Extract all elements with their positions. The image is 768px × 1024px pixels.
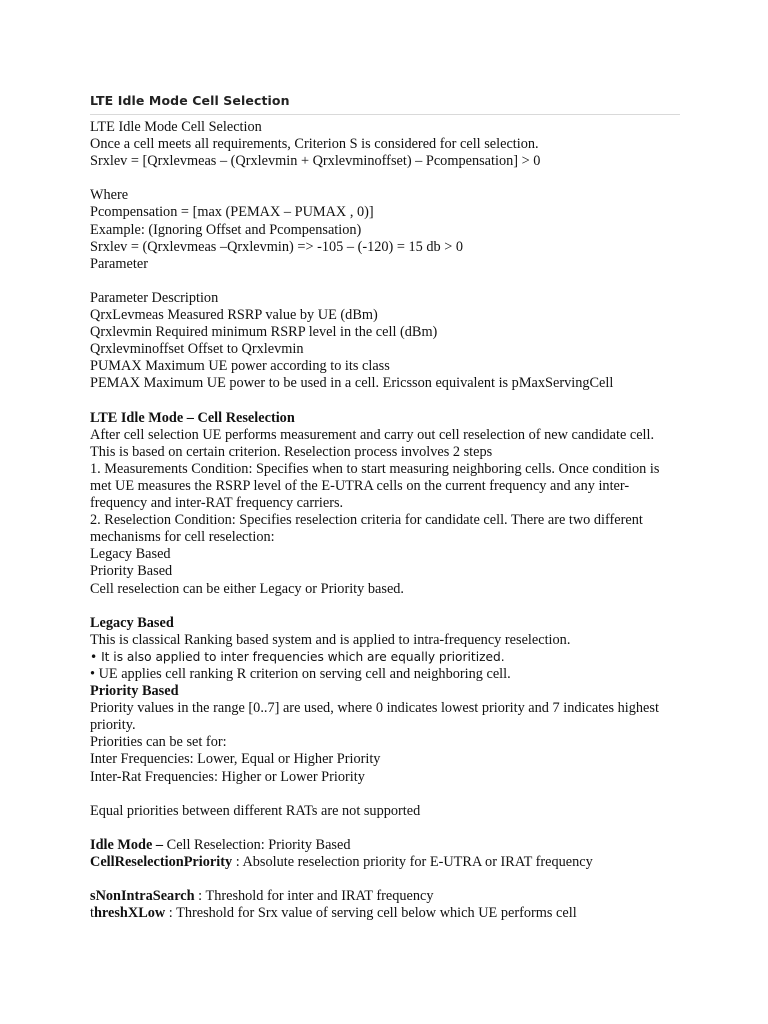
- text-line: Equal priorities between different RATs are not supported: [90, 802, 421, 819]
- title-divider: [90, 114, 680, 115]
- parameter-line: PEMAX Maximum UE power to be used in a cell. Ericsson equivalent is pMaxServingCell: [90, 375, 614, 392]
- text-line: frequency and inter-RAT frequency carriers.: [90, 495, 344, 512]
- section-heading: Idle Mode – Cell Reselection: Priority Based: [90, 836, 351, 853]
- text-line: This is based on certain criterion. Reselection process involves 2 steps: [90, 443, 493, 460]
- text-line: Cell reselection can be either Legacy or Priority based.: [90, 580, 405, 597]
- text-line: Parameter: [90, 255, 148, 272]
- formula-line: Srxlev = (Qrxlevmeas –Qrxlevmin) => -105 – (-120) = 15 db > 0: [90, 238, 464, 255]
- parameter-line: PUMAX Maximum UE power according to its class: [90, 358, 390, 375]
- section-heading: Legacy Based: [90, 614, 174, 631]
- page-title: LTE Idle Mode Cell Selection: [90, 93, 290, 108]
- text-line: Where: [90, 187, 129, 204]
- text-line: LTE Idle Mode Cell Selection: [90, 119, 262, 135]
- text-line: Example: (Ignoring Offset and Pcompensation): [90, 221, 362, 238]
- definition-line: CellReselectionPriority : Absolute reselection priority for E-UTRA or IRAT frequency: [90, 854, 593, 871]
- section-heading: LTE Idle Mode – Cell Reselection: [90, 409, 295, 426]
- spacer: [90, 393, 680, 410]
- text-line: Legacy Based: [90, 546, 171, 563]
- text-line: priority.: [90, 717, 136, 734]
- spacer: [90, 170, 680, 187]
- text-line: 2. Reselection Condition: Specifies reselection criteria for candidate cell. There are two different: [90, 512, 643, 529]
- parameter-line: Qrxlevmin Required minimum RSRP level in the cell (dBm): [90, 324, 438, 341]
- text-line: met UE measures the RSRP level of the E-UTRA cells on the current frequency and any inter-: [90, 477, 630, 494]
- spacer: [90, 273, 680, 290]
- text-line: Once a cell meets all requirements, Criterion S is considered for cell selection.: [90, 136, 539, 153]
- bullet-item: • UE applies cell ranking R criterion on serving cell and neighboring cell.: [90, 666, 511, 682]
- parameter-line: QrxLevmeas Measured RSRP value by UE (dBm): [90, 307, 378, 324]
- spacer: [90, 820, 680, 837]
- definition-line: sNonIntraSearch : Threshold for inter and IRAT frequency: [90, 888, 434, 905]
- text-line: 1. Measurements Condition: Specifies when to start measuring neighboring cells. Once condition is: [90, 460, 660, 477]
- text-line: Priorities can be set for:: [90, 734, 227, 751]
- spacer: [90, 786, 680, 803]
- spacer: [90, 598, 680, 615]
- section-heading: Priority Based: [90, 683, 179, 700]
- bullet-item: • It is also applied to inter frequencies which are equally prioritized.: [90, 649, 505, 664]
- spacer: [90, 871, 680, 888]
- parameter-line: Qrxlevminoffset Offset to Qrxlevmin: [90, 341, 304, 358]
- text-line: After cell selection UE performs measurement and carry out cell reselection of new candidate cell.: [90, 426, 655, 443]
- formula-line: Srxlev = [Qrxlevmeas – (Qrxlevmin + Qrxlevminoffset) – Pcompensation] > 0: [90, 153, 541, 170]
- formula-line: Pcompensation = [max (PEMAX – PUMAX , 0)]: [90, 204, 374, 221]
- text-line: Inter-Rat Frequencies: Higher or Lower Priority: [90, 768, 365, 785]
- definition-line: threshXLow : Threshold for Srx value of serving cell below which UE performs cell: [90, 905, 577, 922]
- document-body: [90, 119, 680, 922]
- text-line: Priority Based: [90, 563, 173, 580]
- text-line: This is classical Ranking based system and is applied to intra-frequency reselection.: [90, 631, 571, 648]
- text-line: Priority values in the range [0..7] are used, where 0 indicates lowest priority and 7 indicates highest: [90, 700, 659, 717]
- text-line: Inter Frequencies: Lower, Equal or Higher Priority: [90, 751, 381, 768]
- text-line: mechanisms for cell reselection:: [90, 529, 275, 546]
- text-line: Parameter Description: [90, 289, 219, 306]
